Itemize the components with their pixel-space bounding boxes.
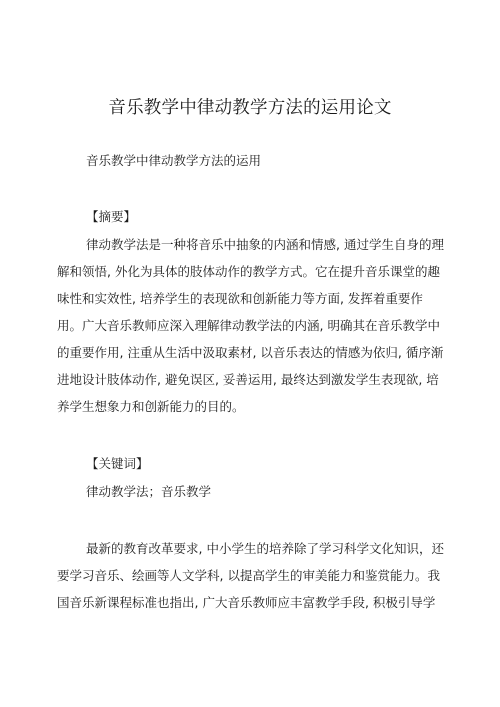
abstract-line: 解和领悟, 外化为具体的肢体动作的教学方式。它在提升音乐课堂的趣 bbox=[57, 264, 440, 279]
abstract-line: 味性和实效性, 培养学生的表现欲和创新能力等方面, 发挥着重要作 bbox=[57, 291, 423, 306]
document-title: 音乐教学中律动教学方法的运用论文 bbox=[108, 98, 392, 118]
subtitle: 音乐教学中律动教学方法的运用 bbox=[86, 153, 262, 168]
abstract-line: 律动教学法是一种将音乐中抽象的内涵和情感, 通过学生自身的理 bbox=[86, 237, 444, 252]
abstract-line: 用。广大音乐教师应深入理解律动教学法的内涵, 明确其在音乐教学中 bbox=[57, 318, 440, 333]
body-line: 要学习音乐、绘画等人文学科, 以提高学生的审美能力和鉴赏能力。我 bbox=[57, 568, 440, 583]
abstract-line: 的重要作用, 注重从生活中汲取素材, 以音乐表达的情感为依归, 循序渐 bbox=[57, 345, 444, 360]
keywords-text: 律动教学法；音乐教学 bbox=[86, 484, 212, 499]
abstract-line: 进地设计肢体动作, 避免误区, 妥善运用, 最终达到激发学生表现欲, 培 bbox=[57, 372, 439, 387]
abstract-line: 养学生想象力和创新能力的目的。 bbox=[57, 399, 245, 414]
abstract-heading: 【摘要】 bbox=[86, 209, 137, 224]
keywords-heading: 【关键词】 bbox=[86, 456, 149, 471]
body-line: 最新的教育改革要求, 中小学生的培养除了学习科学文化知识，还 bbox=[86, 541, 444, 556]
body-line: 国音乐新课程标准也指出, 广大音乐教师应丰富教学手段, 积极引导学 bbox=[57, 595, 436, 610]
